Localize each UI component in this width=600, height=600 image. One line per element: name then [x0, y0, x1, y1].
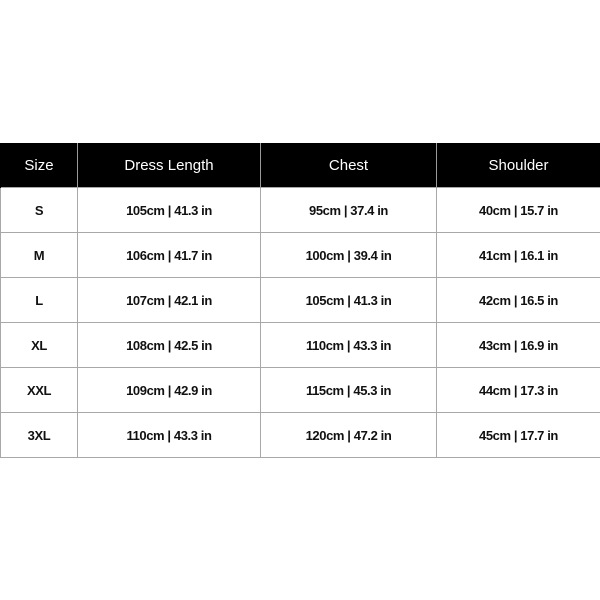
- table-row: [1, 323, 600, 368]
- size-cell: XXL: [1, 368, 78, 413]
- size-cell: L: [1, 278, 78, 323]
- chest-cell: 115cm | 45.3 in: [261, 368, 437, 413]
- chest-cell: 110cm | 43.3 in: [261, 323, 437, 368]
- size-cell: XL: [1, 323, 78, 368]
- size-cell: M: [1, 233, 78, 278]
- header-dress-length: Dress Length: [78, 143, 261, 188]
- size-chart-table: [0, 143, 600, 458]
- table-row: [1, 188, 600, 233]
- shoulder-cell: 43cm | 16.9 in: [437, 323, 600, 368]
- table-row: [1, 413, 600, 458]
- header-chest: Chest: [261, 143, 437, 188]
- shoulder-cell: 45cm | 17.7 in: [437, 413, 600, 458]
- table-row: [1, 368, 600, 413]
- dress-length-cell: 108cm | 42.5 in: [78, 323, 261, 368]
- shoulder-cell: 42cm | 16.5 in: [437, 278, 600, 323]
- shoulder-cell: 44cm | 17.3 in: [437, 368, 600, 413]
- size-cell: 3XL: [1, 413, 78, 458]
- dress-length-cell: 105cm | 41.3 in: [78, 188, 261, 233]
- chest-cell: 95cm | 37.4 in: [261, 188, 437, 233]
- shoulder-cell: 41cm | 16.1 in: [437, 233, 600, 278]
- dress-length-cell: 110cm | 43.3 in: [78, 413, 261, 458]
- table-row: [1, 233, 600, 278]
- header-shoulder: Shoulder: [437, 143, 600, 188]
- shoulder-cell: 40cm | 15.7 in: [437, 188, 600, 233]
- chest-cell: 120cm | 47.2 in: [261, 413, 437, 458]
- chest-cell: 105cm | 41.3 in: [261, 278, 437, 323]
- header-size: Size: [1, 143, 78, 188]
- header-row: [1, 143, 600, 188]
- table-row: [1, 278, 600, 323]
- dress-length-cell: 107cm | 42.1 in: [78, 278, 261, 323]
- chest-cell: 100cm | 39.4 in: [261, 233, 437, 278]
- size-cell: S: [1, 188, 78, 233]
- dress-length-cell: 109cm | 42.9 in: [78, 368, 261, 413]
- dress-length-cell: 106cm | 41.7 in: [78, 233, 261, 278]
